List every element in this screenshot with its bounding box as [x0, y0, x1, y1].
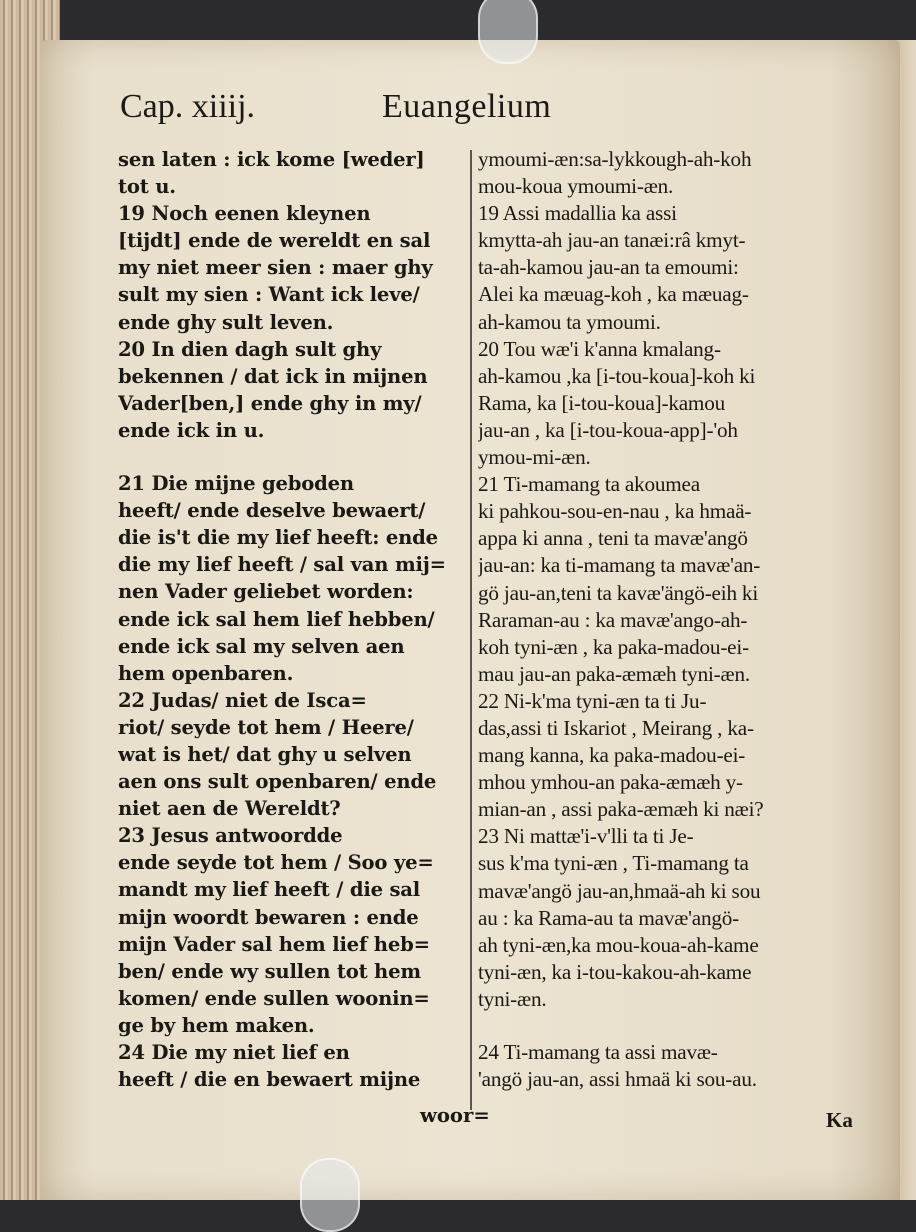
dutch-line: riot/ seyde tot hem / Heere/: [118, 715, 414, 739]
dutch-line: ende ick sal my selven aen: [118, 634, 405, 658]
formosan-line: sus k'ma tyni-æn , Ti-mamang ta: [478, 851, 749, 876]
dutch-line: heeft / die en bewaert mijne: [118, 1068, 421, 1092]
formosan-line: ah tyni-æn,ka mou-koua-ah-kame: [478, 932, 759, 957]
dutch-line: sult my sien : Want ick leve/: [118, 283, 420, 307]
dutch-text-column: [118, 146, 466, 1093]
formosan-line: ki pahkou-sou-en-nau , ka hmaä-: [478, 499, 752, 524]
formosan-line: 22 Ni-k'ma tyni-æn ta ti Ju-: [478, 688, 707, 713]
dutch-line: 19 Noch eenen kleynen: [118, 202, 371, 226]
dutch-line: ben/ ende wy sullen tot hem: [118, 959, 421, 983]
dutch-line: [tijdt] ende de wereldt en sal: [118, 229, 431, 253]
dutch-line: hem openbaren.: [118, 661, 294, 685]
formosan-line: gö jau-an,teni ta kavæ'ängö-eih ki: [478, 580, 759, 605]
formosan-line: jau-an: ka ti-mamang ta mavæ'an-: [478, 553, 761, 578]
dutch-line: my niet meer sien : maer ghy: [118, 256, 433, 280]
dutch-line: niet aen de Wereldt?: [118, 797, 341, 821]
dutch-line: nen Vader geliebet worden:: [118, 580, 414, 604]
dutch-line: Vader[ben,] ende ghy in my/: [118, 391, 422, 415]
dutch-line: 22 Judas/ niet de Isca=: [118, 688, 367, 712]
formosan-line: mavæ'angö jau-an,hmaä-ah ki sou: [478, 878, 761, 903]
formosan-line: appa ki anna , teni ta mavæ'angö: [478, 526, 748, 551]
dutch-line: ge by hem maken.: [118, 1013, 315, 1037]
formosan-line: mian-an , assi paka-æmæh ki næi?: [478, 797, 764, 822]
formosan-line: ymou-mi-æn.: [478, 445, 591, 470]
formosan-line: 20 Tou wæ'i k'anna kmalang-: [478, 336, 721, 361]
dutch-line: 23 Jesus antwoordde: [118, 824, 343, 848]
formosan-line: au : ka Rama-au ta mavæ'angö-: [478, 905, 739, 930]
bottom-clip: [300, 1158, 360, 1232]
formosan-line: kmytta-ah jau-an tanæi:râ kmyt-: [478, 228, 746, 253]
chapter-heading: Cap. xiiij.: [120, 88, 256, 125]
left-catchword: woor=: [420, 1104, 490, 1127]
formosan-line: 'angö jau-an, assi hmaä ki sou-au.: [478, 1067, 757, 1092]
formosan-line: ymoumi-æn:sa-lykkough-ah-koh: [478, 147, 752, 171]
formosan-line: Rama, ka [i-tou-koua]-kamou: [478, 390, 725, 415]
dutch-line: mandt my lief heeft / die sal: [118, 878, 421, 902]
dutch-line: heeft/ ende deselve bewaert/: [118, 499, 426, 523]
dutch-line: komen/ ende sullen woonin=: [118, 986, 430, 1010]
formosan-line: ta-ah-kamou jau-an ta emoumi:: [478, 255, 739, 280]
right-catchword: Ka: [826, 1108, 853, 1132]
formosan-line: mou-koua ymoumi-æn.: [478, 174, 674, 199]
formosan-line: Alei ka mæuag-koh , ka mæuag-: [478, 282, 749, 307]
dutch-line: mijn woordt bewaren : ende: [118, 905, 419, 929]
formosan-line: [478, 1013, 854, 1039]
dutch-line: sen laten : ick kome [weder]: [118, 148, 425, 171]
dutch-line: aen ons sult openbaren/ ende: [118, 770, 437, 794]
formosan-text-column: [478, 146, 854, 1093]
formosan-line: koh tyni-æn , ka paka-madou-ei-: [478, 634, 749, 659]
formosan-line: 24 Ti-mamang ta assi mavæ-: [478, 1040, 718, 1064]
formosan-line: mang kanna, ka paka-madou-ei-: [478, 743, 746, 768]
dutch-line: 24 Die my niet lief en: [118, 1041, 350, 1064]
page-title: Euangelium: [382, 88, 552, 125]
dutch-line: bekennen / dat ick in mijnen: [118, 364, 428, 388]
running-header: [120, 88, 820, 138]
formosan-line: tyni-æn, ka i-tou-kakou-ah-kame: [478, 959, 752, 984]
formosan-line: Raraman-au : ka mavæ'ango-ah-: [478, 607, 748, 632]
column-divider: [470, 150, 472, 1110]
formosan-line: ah-kamou ta ymoumi.: [478, 309, 661, 334]
formosan-line: ah-kamou ,ka [i-tou-koua]-koh ki: [478, 363, 756, 388]
dutch-line: ende ghy sult leven.: [118, 310, 334, 334]
formosan-line: mhou ymhou-an paka-æmæh y-: [478, 770, 743, 795]
top-clip: [478, 0, 538, 64]
dutch-line: [118, 444, 466, 470]
formosan-line: das,assi ti Iskariot , Meirang , ka-: [478, 715, 754, 740]
dutch-line: ende seyde tot hem / Soo ye=: [118, 851, 434, 875]
dutch-line: die my lief heeft / sal van mij=: [118, 553, 446, 577]
dutch-line: 20 In dien dagh sult ghy: [118, 337, 382, 361]
dutch-line: ende ick in u.: [118, 418, 265, 442]
formosan-line: 21 Ti-mamang ta akoumea: [478, 472, 700, 497]
formosan-line: 23 Ni mattæ'i-v'lli ta ti Je-: [478, 824, 694, 849]
dutch-line: 21 Die mijne geboden: [118, 472, 354, 496]
dutch-line: wat is het/ dat ghy u selven: [118, 742, 412, 766]
dutch-line: tot u.: [118, 175, 176, 199]
formosan-line: jau-an , ka [i-tou-koua-app]-'oh: [478, 417, 738, 442]
dutch-line: mijn Vader sal hem lief heb=: [118, 932, 430, 956]
formosan-line: tyni-æn.: [478, 986, 547, 1011]
dutch-line: ende ick sal hem lief hebben/: [118, 607, 435, 631]
dutch-line: die is't die my lief heeft: ende: [118, 526, 438, 550]
formosan-line: 19 Assi madallia ka assi: [478, 201, 677, 226]
formosan-line: mau jau-an paka-æmæh tyni-æn.: [478, 661, 750, 686]
